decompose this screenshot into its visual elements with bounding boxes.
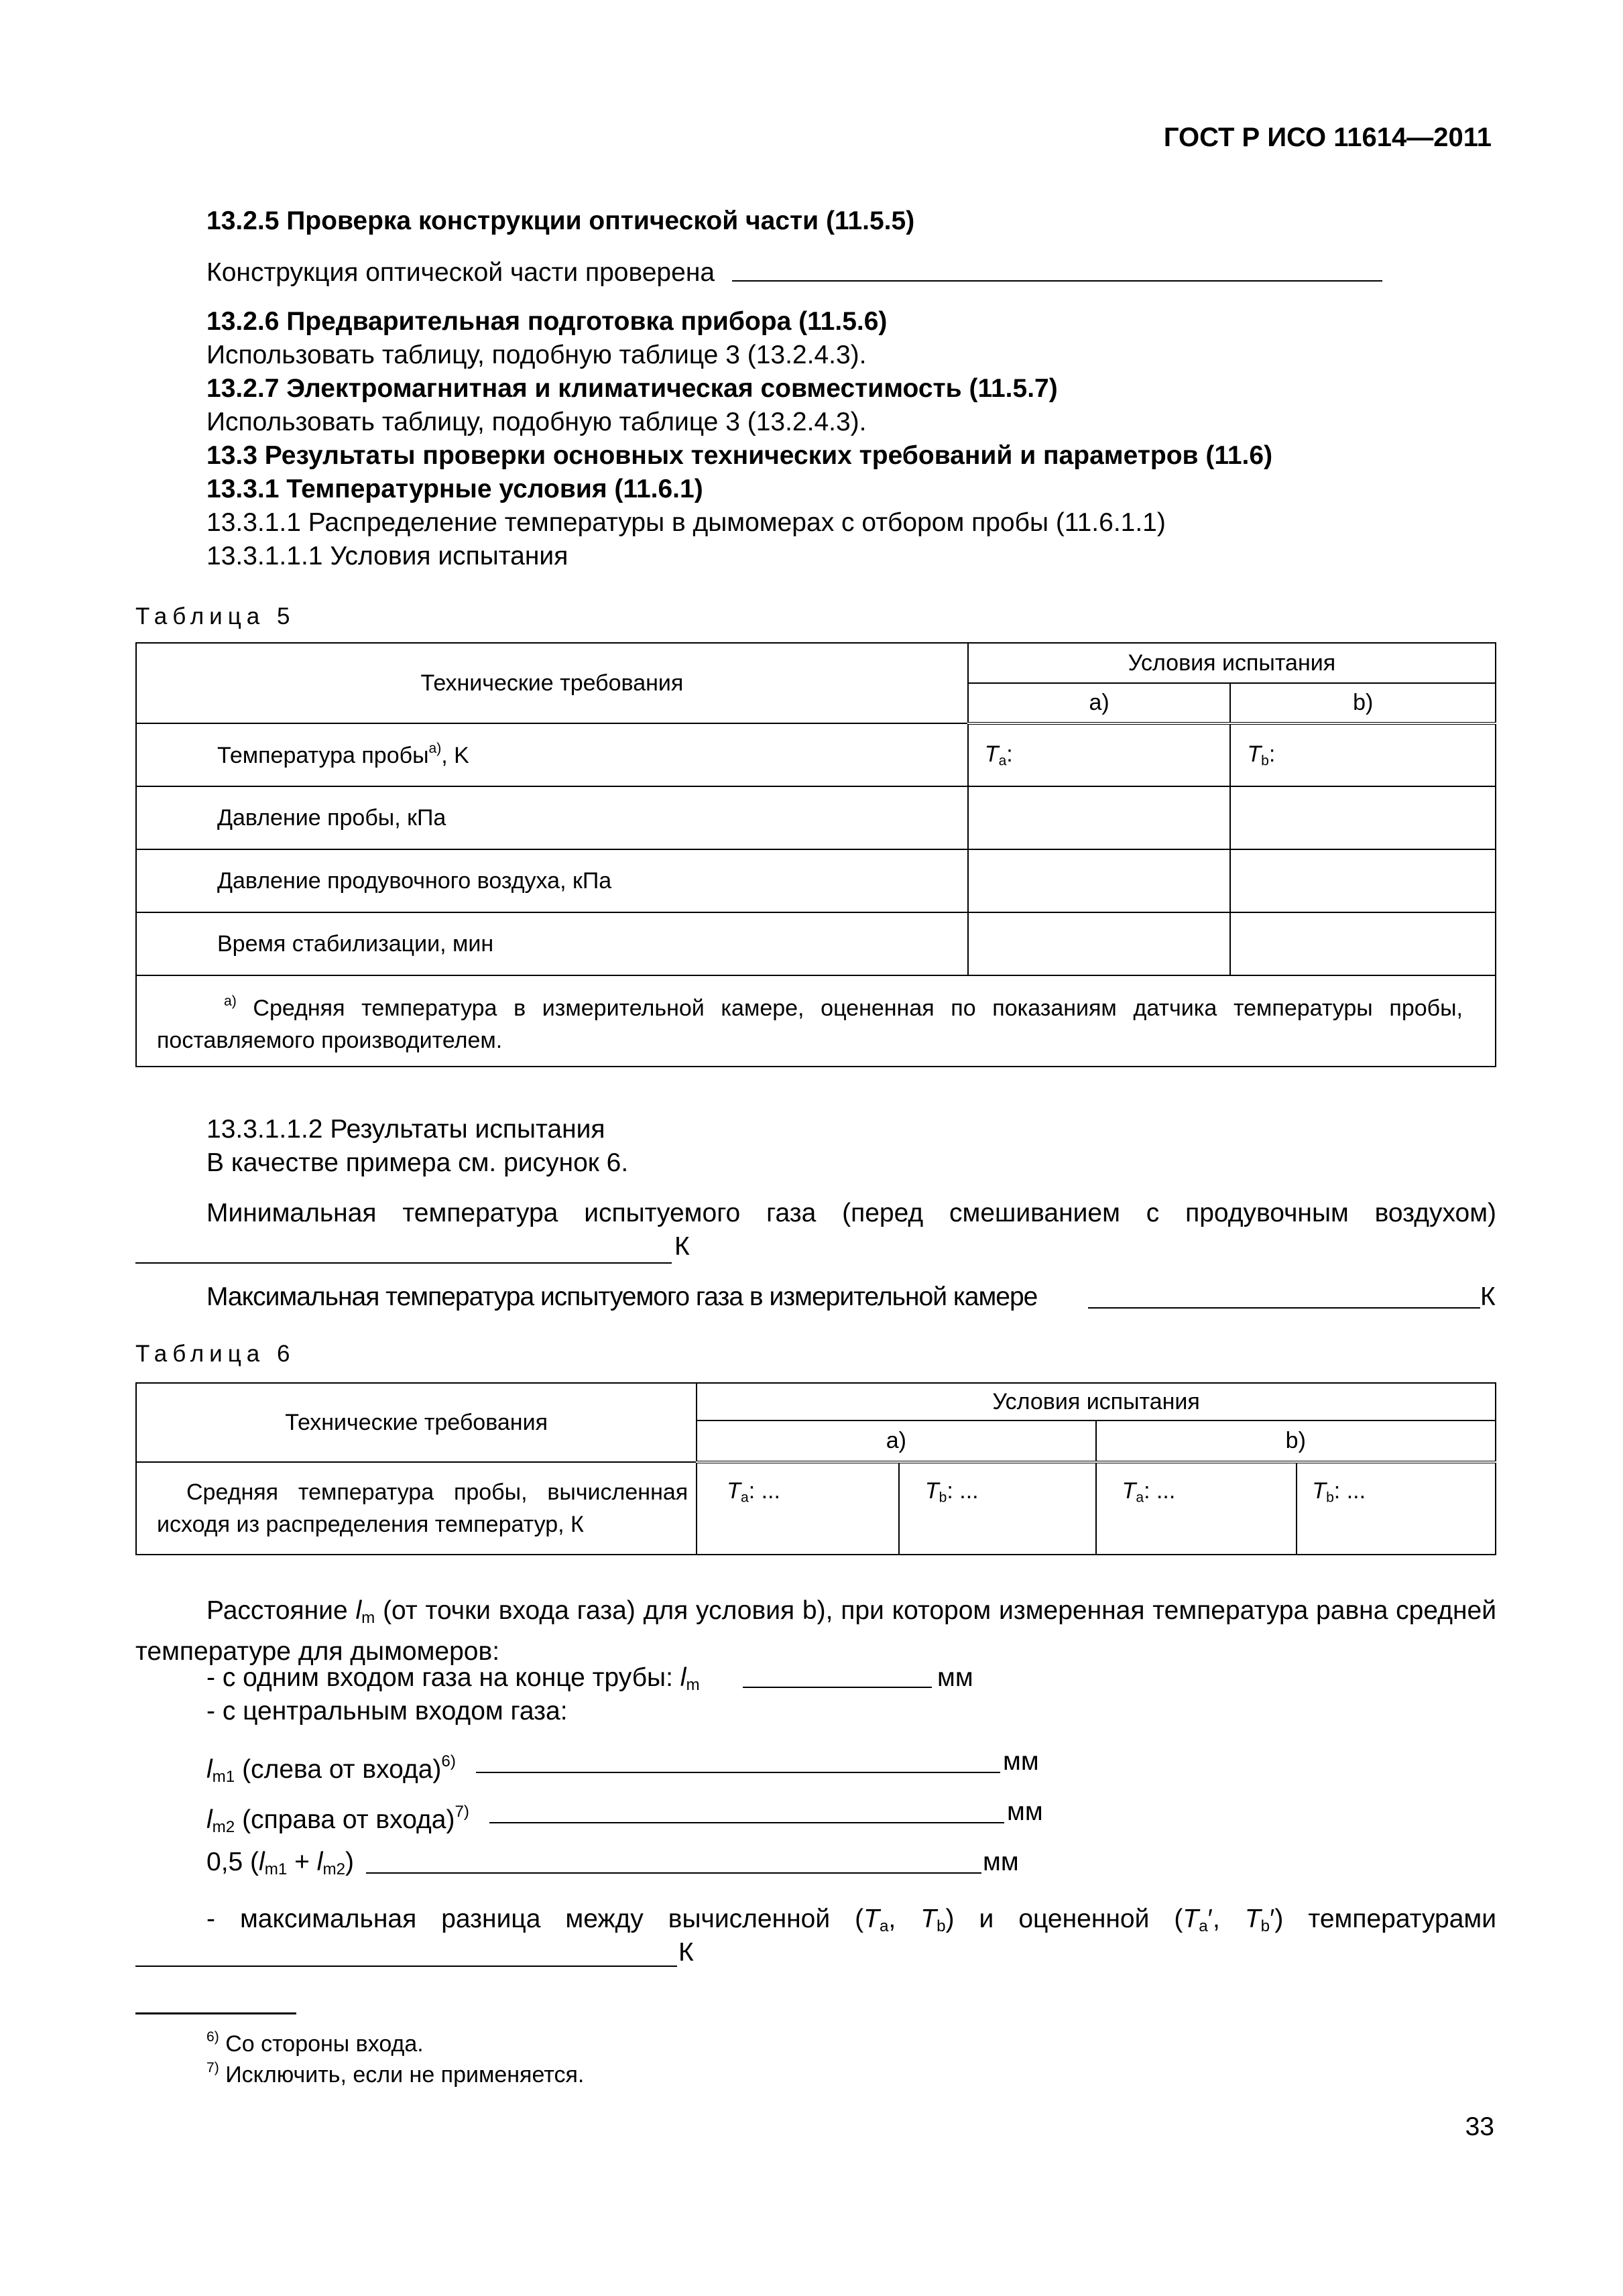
average-unit: мм — [983, 1848, 1019, 1876]
min-temp-blank[interactable] — [135, 1262, 672, 1264]
max-temp-unit: К — [1480, 1282, 1496, 1311]
table-6 — [135, 1382, 1496, 1555]
table-5-cell-empty[interactable] — [968, 786, 1231, 849]
single-inlet-blank[interactable] — [743, 1687, 932, 1688]
central-inlet-label: - с центральным входом газа: — [206, 1697, 568, 1726]
average-label: 0,5 $(l_{m1} + l_{m2})$ — [206, 1848, 355, 1879]
max-temp-blank[interactable] — [1088, 1307, 1480, 1309]
table-5 — [135, 642, 1496, 1067]
example-reference: В качестве примера см. рисунок 6. — [206, 1148, 629, 1177]
footnote-separator — [135, 2012, 296, 2014]
table-5-cell-empty[interactable] — [1230, 912, 1496, 975]
table-5-header-a: a) — [968, 683, 1231, 723]
section-13-3-1-1-2: 13.3.1.1.2 Результаты испытания — [206, 1115, 605, 1144]
table-5-row-label: Давление продувочного воздуха, кПа — [136, 849, 968, 912]
table-5-footnote: $^{a)}$ Средняя температура в измерительной камере, оцененная по показаниям датчика температуры пробы, поставляемого производителем. — [136, 975, 1496, 1067]
distance-paragraph: Расстояние $l_m$ (от точки входа газа) для условия b), при котором измеренная температура равна средней температуре для дымомеров: — [135, 1596, 1496, 1667]
table-6-cell-ta[interactable]: $T_a$: ... — [697, 1462, 899, 1555]
max-difference-unit: К — [678, 1938, 694, 1967]
table-6-header-conditions: Условия испытания — [697, 1383, 1496, 1421]
footnote-6: $^{6)}$ Со стороны входа. — [206, 2029, 424, 2057]
table-5-header-requirements: Технические требования — [136, 643, 968, 723]
lm1-blank[interactable] — [476, 1772, 1000, 1773]
table-6-cell-tb[interactable]: $T_b$: ... — [1297, 1462, 1496, 1555]
table-5-cell-ta[interactable]: $T_a$: — [968, 723, 1231, 786]
optics-check-label: Конструкция оптической части проверена — [206, 258, 715, 287]
lm2-unit: мм — [1007, 1797, 1043, 1826]
document-code: ГОСТ Р ИСО 11614—2011 — [1163, 123, 1492, 152]
lm2-label: $l_{m2}$ (справа от входа)$^{7)}$ — [206, 1803, 469, 1836]
table-5-row-label: Давление пробы, кПа — [136, 786, 968, 849]
section-13-2-5-heading: 13.2.5 Проверка конструкции оптической части (11.5.5) — [206, 206, 915, 235]
table-6-header-b: b) — [1096, 1421, 1496, 1462]
page-number: 33 — [1465, 2112, 1494, 2141]
table-5-caption: Таблица 5 — [135, 603, 296, 629]
lm1-unit: мм — [1003, 1747, 1039, 1776]
table-6-header-a: a) — [697, 1421, 1095, 1462]
single-inlet-label: - с одним входом газа на конце трубы: $l_m$ — [206, 1663, 700, 1695]
section-13-3-1-1-1: 13.3.1.1.1 Условия испытания — [206, 542, 568, 570]
section-13-2-6-heading: 13.2.6 Предварительная подготовка прибора (11.5.6) — [206, 307, 888, 336]
table-6-cell-ta[interactable]: $T_a$: ... — [1096, 1462, 1297, 1555]
table-5-row-label: Время стабилизации, мин — [136, 912, 968, 975]
table-5-cell-empty[interactable] — [1230, 849, 1496, 912]
average-blank[interactable] — [366, 1872, 981, 1874]
section-13-2-6-text: Использовать таблицу, подобную таблице 3 (13.2.4.3). — [206, 341, 867, 369]
lm1-label: $l_{m1}$ (слева от входа)$^{6)}$ — [206, 1752, 456, 1786]
table-6-row-label: Средняя температура пробы, вычисленная исходя из распределения температур, К — [136, 1462, 697, 1555]
min-temp-label: Минимальная температура испытуемого газа (перед смешиванием с продувочным воздухом) — [206, 1199, 1496, 1227]
footnote-7: $^{7)}$ Исключить, если не применяется. — [206, 2060, 585, 2088]
section-13-3-heading: 13.3 Результаты проверки основных технических требований и параметров (11.6) — [206, 441, 1273, 470]
max-temp-label: Максимальная температура испытуемого газа в измерительной камере — [206, 1282, 1038, 1311]
section-13-3-1-heading: 13.3.1 Температурные условия (11.6.1) — [206, 475, 703, 503]
table-5-cell-tb[interactable]: $T_b$: — [1230, 723, 1496, 786]
single-inlet-unit: мм — [937, 1663, 973, 1692]
table-5-cell-empty[interactable] — [1230, 786, 1496, 849]
section-13-2-7-heading: 13.2.7 Электромагнитная и климатическая совместимость (11.5.7) — [206, 374, 1058, 403]
table-5-row-label: Температура пробы$^{a)}$, K — [136, 723, 968, 786]
table-5-header-b: b) — [1230, 683, 1496, 723]
table-5-cell-empty[interactable] — [968, 849, 1231, 912]
section-13-2-7-text: Использовать таблицу, подобную таблице 3 (13.2.4.3). — [206, 408, 867, 436]
section-13-3-1-1: 13.3.1.1 Распределение температуры в дымомерах с отбором пробы (11.6.1.1) — [206, 508, 1166, 537]
table-5-header-conditions: Условия испытания — [968, 643, 1496, 683]
table-6-caption: Таблица 6 — [135, 1341, 296, 1367]
table-6-header-requirements: Технические требования — [136, 1383, 697, 1462]
lm2-blank[interactable] — [489, 1822, 1004, 1823]
max-difference-blank[interactable] — [135, 1966, 677, 1967]
table-6-cell-tb[interactable]: $T_b$: ... — [899, 1462, 1096, 1555]
max-difference-label: - максимальная разница между вычисленной ($T_a$, $T_b$) и оцененной ($T_a'$, $T_b'$) температурами — [206, 1905, 1496, 1936]
min-temp-unit: К — [674, 1232, 690, 1261]
optics-check-blank[interactable] — [732, 280, 1382, 282]
table-5-cell-empty[interactable] — [968, 912, 1231, 975]
